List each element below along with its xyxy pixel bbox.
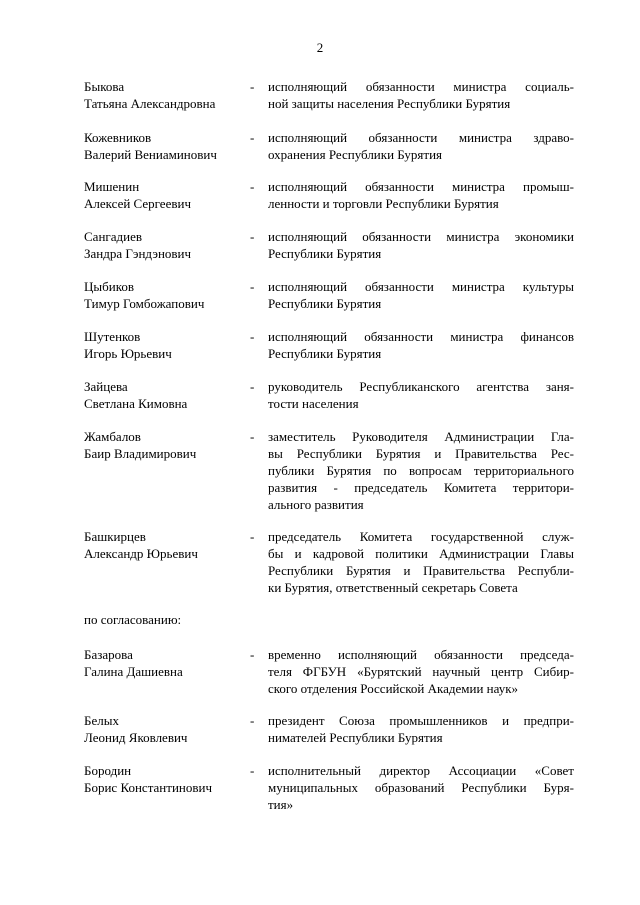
member-surname: Мишенин <box>84 179 140 194</box>
member-entry <box>84 428 574 523</box>
position-line: Республики Бурятия <box>268 296 382 311</box>
dash-separator: - <box>250 329 255 344</box>
member-name <box>84 528 254 562</box>
position-line: президент Союза промышленников и предпри- <box>268 713 574 728</box>
member-position <box>268 129 574 163</box>
page-number: 2 <box>316 40 324 55</box>
member-position <box>268 278 574 312</box>
dash-separator: - <box>250 529 255 544</box>
position-line: исполняющий обязанности министра финансов <box>268 329 574 344</box>
dash-separator: - <box>250 179 255 194</box>
position-line: публики Бурятия по вопросам территориального <box>268 463 574 478</box>
dash-separator: - <box>250 279 255 294</box>
member-name <box>84 428 254 462</box>
dash-separator: - <box>250 763 255 778</box>
position-line: ленности и торговли Республики Бурятия <box>268 196 499 211</box>
position-line: заместитель Руководителя Администрации Гла- <box>268 429 574 444</box>
member-entry <box>84 762 574 832</box>
member-position <box>268 328 574 362</box>
position-line: временно исполняющий обязанности председа- <box>268 647 574 662</box>
position-line: исполнительный директор Ассоциации «Совет <box>268 763 574 778</box>
position-line: нимателей Республики Бурятия <box>268 730 443 745</box>
position-line: бы и кадровой политики Администрации Главы <box>268 546 574 561</box>
member-position <box>268 428 574 513</box>
dash-separator: - <box>250 379 255 394</box>
member-name <box>84 129 254 163</box>
position-line: исполняющий обязанности министра культуры <box>268 279 574 294</box>
position-line: вы Республики Бурятия и Правительства Рес- <box>268 446 574 461</box>
member-given-name: Алексей Сергеевич <box>84 196 191 211</box>
position-line: теля ФГБУН «Бурятский научный центр Сибир- <box>268 664 574 679</box>
position-line: ского отделения Российской Академии наук» <box>268 681 519 696</box>
member-position <box>268 178 574 212</box>
member-name <box>84 78 254 112</box>
member-position <box>268 528 574 596</box>
member-name <box>84 178 254 212</box>
position-line: развития - председатель Комитета территори- <box>268 480 574 495</box>
position-line: исполняющий обязанности министра социаль- <box>268 79 574 94</box>
member-surname: Быкова <box>84 79 125 94</box>
section-label-by-agreement: по согласованию: <box>84 612 182 627</box>
member-name <box>84 762 254 796</box>
member-surname: Зайцева <box>84 379 128 394</box>
member-name <box>84 328 254 362</box>
dash-separator: - <box>250 130 255 145</box>
member-surname: Белых <box>84 713 119 728</box>
member-surname: Кожевников <box>84 130 152 145</box>
dash-separator: - <box>250 713 255 728</box>
position-line: муниципальных образований Республики Буря- <box>268 780 574 795</box>
member-entry <box>84 528 574 608</box>
member-name <box>84 278 254 312</box>
position-line: Республики Бурятия и Правительства Республи- <box>268 563 574 578</box>
member-surname: Шутенков <box>84 329 141 344</box>
member-position <box>268 378 574 412</box>
member-surname: Башкирцев <box>84 529 146 544</box>
member-position <box>268 762 574 813</box>
member-position <box>268 646 574 697</box>
member-given-name: Игорь Юрьевич <box>84 346 172 361</box>
member-given-name: Леонид Яковлевич <box>84 730 188 745</box>
member-name <box>84 378 254 412</box>
member-given-name: Зандра Гэндэнович <box>84 246 192 261</box>
member-given-name: Александр Юрьевич <box>84 546 198 561</box>
position-line: тости населения <box>268 396 359 411</box>
member-name <box>84 228 254 262</box>
dash-separator: - <box>250 79 255 94</box>
position-line: охранения Республики Бурятия <box>268 147 443 162</box>
position-line: исполняющий обязанности министра промыш- <box>268 179 574 194</box>
member-surname: Жамбалов <box>84 429 141 444</box>
member-entry <box>84 646 574 716</box>
member-surname: Бородин <box>84 763 132 778</box>
member-name <box>84 712 254 746</box>
position-line: исполняющий обязанности министра экономики <box>268 229 574 244</box>
member-position <box>268 228 574 262</box>
member-given-name: Валерий Вениаминович <box>84 147 217 162</box>
member-surname: Сангадиев <box>84 229 142 244</box>
position-line: Республики Бурятия <box>268 246 382 261</box>
member-name <box>84 646 254 680</box>
position-line: ной защиты населения Республики Бурятия <box>268 96 511 111</box>
position-line: исполняющий обязанности министра здраво- <box>268 130 574 145</box>
member-surname: Цыбиков <box>84 279 134 294</box>
position-line: ки Бурятия, ответственный секретарь Совета <box>268 580 518 595</box>
member-given-name: Борис Константинович <box>84 780 212 795</box>
member-given-name: Светлана Кимовна <box>84 396 188 411</box>
dash-separator: - <box>250 229 255 244</box>
member-given-name: Татьяна Александровна <box>84 96 216 111</box>
dash-separator: - <box>250 647 255 662</box>
member-given-name: Баир Владимирович <box>84 446 197 461</box>
member-position <box>268 712 574 746</box>
member-position <box>268 78 574 112</box>
position-line: председатель Комитета государственной служ- <box>268 529 574 544</box>
dash-separator: - <box>250 429 255 444</box>
position-line: руководитель Республиканского агентства заня- <box>268 379 574 394</box>
member-surname: Базарова <box>84 647 133 662</box>
position-line: тия» <box>268 797 294 812</box>
member-given-name: Галина Дашиевна <box>84 664 183 679</box>
member-given-name: Тимур Гомбожапович <box>84 296 205 311</box>
position-line: ального развития <box>268 497 364 512</box>
position-line: Республики Бурятия <box>268 346 382 361</box>
